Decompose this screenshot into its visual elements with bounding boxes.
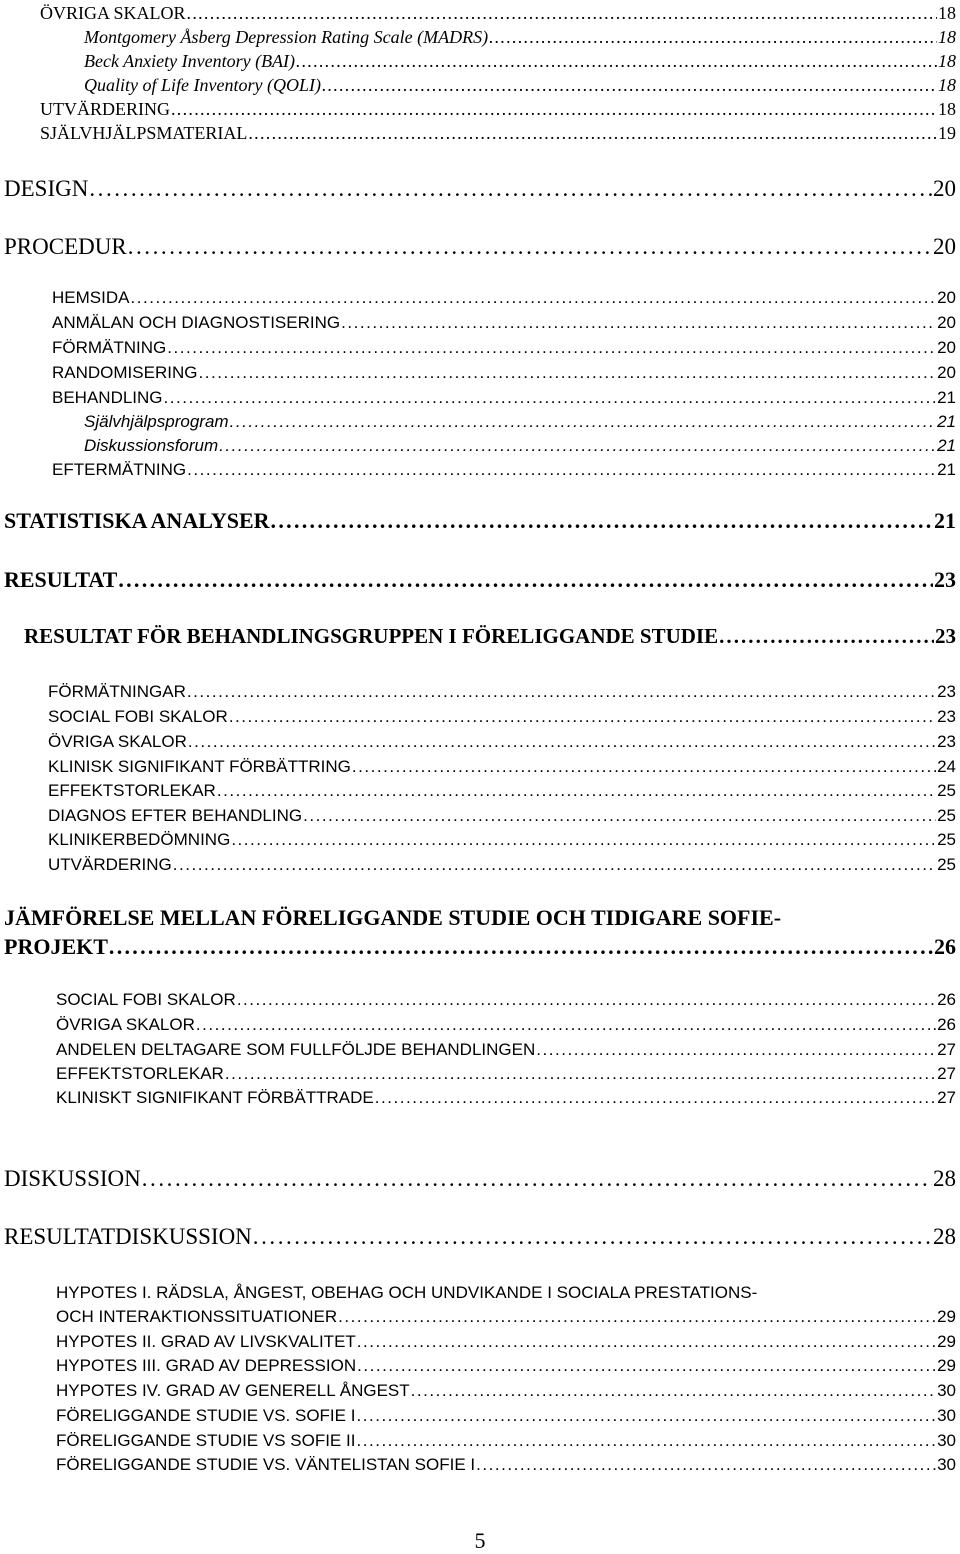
toc-entry: Quality of Life Inventory (QOLI) . . . 18 xyxy=(84,75,956,96)
toc-entry: UTVÄRDERING . . . 25 xyxy=(48,855,956,875)
toc-entry: FÖRMÄTNINGAR . . . 23 xyxy=(48,682,956,702)
toc-entry: KLINIKERBEDÖMNING . . . 25 xyxy=(48,830,956,850)
toc-entry: RESULTAT . . . 23 xyxy=(4,567,956,593)
toc-entry: HEMSIDA . . . 20 xyxy=(52,288,956,308)
toc-entry: RANDOMISERING . . . 20 xyxy=(52,363,956,383)
toc-entry: FÖRELIGGANDE STUDIE VS. VÄNTELISTAN SOFIE I . . . 30 xyxy=(56,1455,956,1475)
toc-entry: FÖRELIGGANDE STUDIE VS SOFIE II . . . 30 xyxy=(56,1431,956,1451)
toc-entry: ÖVRIGA SKALOR . . . .26 xyxy=(56,1015,956,1035)
toc-entry: ÖVRIGA SKALOR . . . 18 xyxy=(40,3,956,24)
toc-entry: DISKUSSION . . . 28 xyxy=(4,1166,956,1192)
toc-entry: FÖRMÄTNING . . . 20 xyxy=(52,338,956,358)
toc-entry: ANDELEN DELTAGARE SOM FULLFÖLJDE BEHANDLINGEN . . . 27 xyxy=(56,1040,956,1060)
toc-entry-line1: HYPOTES I. RÄDSLA, ÅNGEST, OBEHAG OCH UNDVIKANDE I SOCIALA PRESTATIONS- xyxy=(56,1283,758,1302)
toc-entry: Diskussionsforum . . . 21 xyxy=(84,436,956,456)
toc-entry: DESIGN . . . 20 xyxy=(4,176,956,202)
toc-entry: ANMÄLAN OCH DIAGNOSTISERING . . . 20 xyxy=(52,313,956,333)
toc-entry: EFTERMÄTNING . . . 21 xyxy=(52,460,956,480)
toc-entry: UTVÄRDERING . . . 18 xyxy=(40,99,956,120)
toc-entry: Beck Anxiety Inventory (BAI) . . . 18 xyxy=(84,51,956,72)
toc-entry: PROJEKT . . . 26 xyxy=(4,934,956,960)
toc-entry: SOCIAL FOBI SKALOR . . . 23 xyxy=(48,707,956,727)
toc-entry: SJÄLVHJÄLPSMATERIAL . . . 19 xyxy=(40,123,956,144)
toc-entry: DIAGNOS EFTER BEHANDLING . . . 25 xyxy=(48,806,956,826)
toc-entry: KLINISKT SIGNIFIKANT FÖRBÄTTRADE . . . 27 xyxy=(56,1088,956,1108)
toc-entry: HYPOTES II. GRAD AV LIVSKVALITET . . . 29 xyxy=(56,1332,956,1352)
toc-entry: ÖVRIGA SKALOR . . . 23 xyxy=(48,732,956,752)
toc-entry: FÖRELIGGANDE STUDIE VS. SOFIE I . . . 30 xyxy=(56,1406,956,1426)
page-number: 5 xyxy=(474,1528,486,1553)
toc-entry: STATISTISKA ANALYSER . . . 21 xyxy=(4,508,956,534)
toc-entry: EFFEKTSTORLEKAR . . . 27 xyxy=(56,1064,956,1084)
toc-entry: BEHANDLING . . . 21 xyxy=(52,388,956,408)
toc-entry: Montgomery Åsberg Depression Rating Scale (MADRS) . . . 18 xyxy=(84,27,956,48)
toc-entry: OCH INTERAKTIONSSITUATIONER . . . 29 xyxy=(56,1307,956,1327)
toc-entry: HYPOTES III. GRAD AV DEPRESSION . . . 29 xyxy=(56,1356,956,1376)
toc-entry: Självhjälpsprogram . . . 21 xyxy=(84,412,956,432)
toc-entry: RESULTAT FÖR BEHANDLINGSGRUPPEN I FÖRELIGGANDE STUDIE . . . 23 xyxy=(24,624,956,649)
toc-entry-line1: JÄMFÖRELSE MELLAN FÖRELIGGANDE STUDIE OCH TIDIGARE SOFIE- xyxy=(4,905,782,930)
toc-entry: EFFEKTSTORLEKAR . . . 25 xyxy=(48,781,956,801)
toc-entry: RESULTATDISKUSSION . . . 28 xyxy=(4,1224,956,1250)
toc-entry: HYPOTES IV. GRAD AV GENERELL ÅNGEST . . . 30 xyxy=(56,1381,956,1401)
toc-entry: KLINISK SIGNIFIKANT FÖRBÄTTRING . . . 24 xyxy=(48,757,956,777)
toc-entry: PROCEDUR . . . 20 xyxy=(4,234,956,260)
toc-entry: SOCIAL FOBI SKALOR . . . 26 xyxy=(56,990,956,1010)
